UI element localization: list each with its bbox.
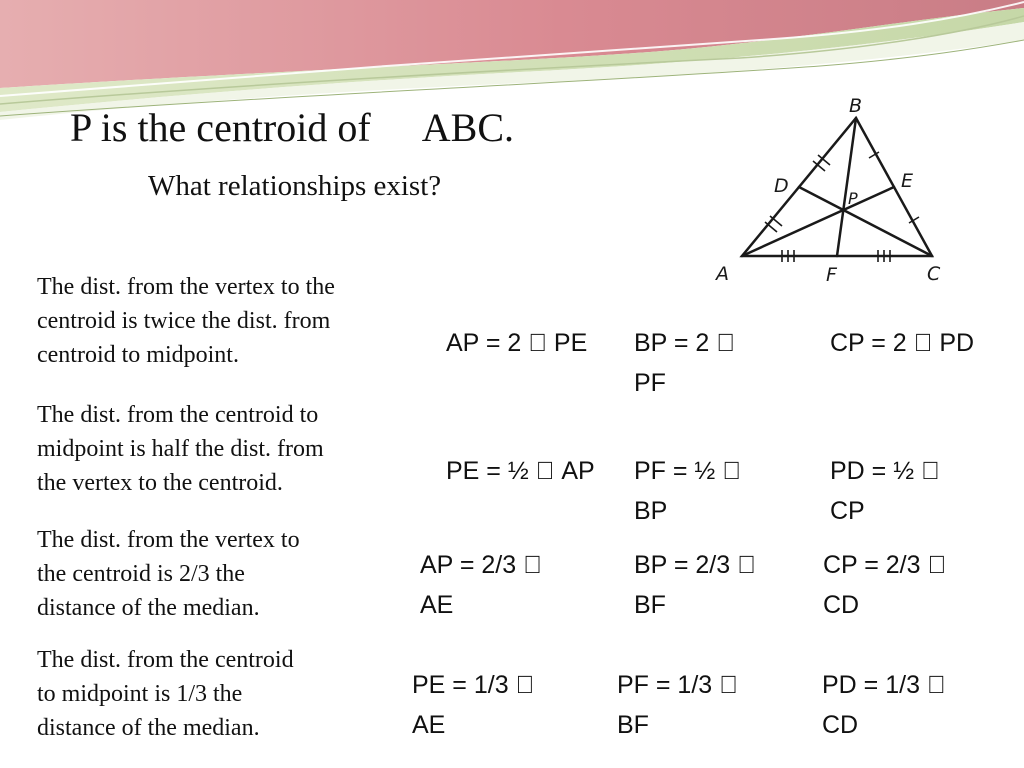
desc-line: The dist. from the vertex to the (37, 274, 335, 300)
equation-line: PD = 1/3 (822, 671, 920, 699)
equation-line: BF (617, 711, 649, 739)
slide-subtitle: What relationships exist? (148, 170, 442, 202)
midpoint-label-f: F (826, 264, 837, 286)
equation-line: AE (412, 711, 446, 739)
equation-cp-cd (823, 545, 946, 625)
equation-line: CP (830, 497, 865, 525)
equation-pf-bp (634, 451, 741, 531)
centroid-triangle-diagram (692, 88, 964, 314)
desc-line: The dist. from the vertex to (37, 527, 300, 553)
desc-line: the centroid is 2/3 the (37, 561, 245, 587)
equation-pf-bf (617, 665, 738, 745)
slide-title: P is the centroid of ABC. (70, 105, 471, 150)
relationship-description-3 (37, 523, 300, 625)
equation-line: BP (634, 497, 668, 525)
midpoint-label-d: D (774, 175, 789, 197)
relationship-description-2 (37, 398, 324, 500)
equation-line: AP = 2 PE (446, 329, 562, 357)
desc-line: centroid is twice the dist. from (37, 308, 331, 334)
equation-line: PF = 1/3 (617, 671, 713, 699)
equation-pe-ae (412, 665, 534, 745)
equation-line: CP = 2 PD (830, 329, 949, 357)
equation-cp-pd (830, 323, 974, 363)
vertex-label-a: A (716, 263, 729, 285)
equation-line: PF (634, 369, 666, 397)
congruence-tick-marks (765, 152, 919, 262)
desc-line: distance of the median. (37, 715, 260, 741)
desc-line: The dist. from the centroid to (37, 402, 319, 428)
relationship-description-1 (37, 270, 335, 372)
equation-line: BP = 2 (634, 329, 710, 357)
desc-line: to midpoint is 1/3 the (37, 681, 243, 707)
equation-line: AE (420, 591, 454, 619)
equation-line: AP = 2/3 (420, 551, 517, 579)
equation-line: PF = ½ (634, 457, 716, 485)
desc-line: distance of the median. (37, 595, 260, 621)
equation-line: PE = 1/3 (412, 671, 509, 699)
desc-line: the vertex to the centroid. (37, 470, 283, 496)
equation-ap-pe (446, 323, 587, 363)
centroid-label-p: P (848, 189, 858, 208)
equation-line: CD (823, 591, 860, 619)
equation-line: PD = ½ (830, 457, 915, 485)
desc-line: centroid to midpoint. (37, 342, 239, 368)
equation-pd-cp (830, 451, 940, 531)
equation-line: BP = 2/3 (634, 551, 731, 579)
equation-pd-cd (822, 665, 946, 745)
vertex-label-c: C (927, 263, 941, 285)
midpoint-label-e: E (901, 170, 914, 192)
equation-line: CD (822, 711, 859, 739)
relationship-description-4 (37, 643, 294, 745)
equation-bp-bf (634, 545, 756, 625)
desc-line: midpoint is half the dist. from (37, 436, 324, 462)
equation-line: CP = 2/3 (823, 551, 921, 579)
equation-line: BF (634, 591, 666, 619)
equation-ap-ae (420, 545, 542, 625)
equation-pe-ap (446, 451, 595, 491)
equation-bp-pf (634, 323, 735, 403)
vertex-label-b: B (849, 95, 863, 117)
equation-line: PE = ½ AP (446, 457, 568, 485)
desc-line: The dist. from the centroid (37, 647, 294, 673)
